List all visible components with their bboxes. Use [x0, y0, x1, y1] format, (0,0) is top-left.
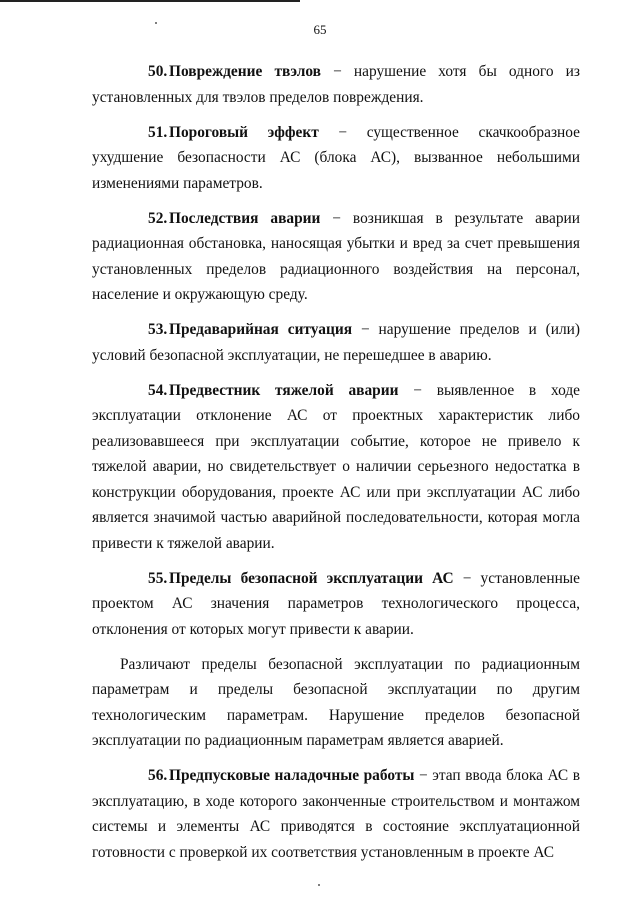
- definition-53: [92, 317, 580, 368]
- item-text: − нарушение пределов и (или) условий безопасной эксплуатации, не перешедшее в аварию.: [92, 321, 580, 364]
- item-number: 51.: [148, 123, 168, 141]
- document-body: [92, 59, 580, 875]
- definition-56: [92, 763, 580, 865]
- definition-50: [92, 59, 580, 110]
- item-term: Пороговый эффект: [169, 123, 319, 141]
- item-number: 56.: [148, 767, 168, 784]
- definition-54: [92, 378, 580, 557]
- item-term: Предпусковые наладочные работы: [169, 767, 415, 784]
- scan-speck: [318, 884, 320, 886]
- item-text: − выявленное в ходе эксплуатации отклонение АС от проектных характеристик либо реализовавшееся при эксплуатации событие, которое не привело к тяжелой аварии, но свидетельствует о наличии серьезного недостатка в конструкции оборудования, проекте АС или при эксплуатации АС либо является значимой частью аварийной последовательности, которая могла привести к тяжелой аварии.: [92, 381, 580, 552]
- definition-55: [92, 566, 580, 643]
- item-text: − нарушение хотя бы одного из установленных для твэлов пределов повреждения.: [92, 63, 580, 106]
- item-text: − возникшая в результате аварии радиационная обстановка, наносящая убытки и вред за счет превышения установленных пределов радиационного воздействия на персонал, население и окружающую среду.: [92, 209, 580, 303]
- item-number: 50.: [148, 63, 168, 80]
- definition-51: [92, 120, 580, 197]
- item-term: Предвестник тяжелой аварии: [169, 381, 399, 399]
- item-number: 55.: [148, 569, 168, 587]
- item-term: Повреждение твэлов: [169, 63, 321, 80]
- plain-paragraph: Различают пределы безопасной эксплуатации по радиационным параметрам и пределы безопасной эксплуатации по другим технологическим параметрам. Нарушение пределов безопасной эксплуатации по радиационным параметрам является аварией.: [92, 655, 580, 749]
- item-term: Пределы безопасной эксплуатации АС: [169, 569, 454, 587]
- item-term: Предаварийная ситуация: [169, 321, 353, 338]
- item-number: 53.: [148, 321, 168, 338]
- item-number: 52.: [148, 209, 168, 227]
- page-number: 65: [313, 22, 327, 37]
- definition-52: [92, 206, 580, 308]
- scan-speck: [155, 22, 157, 24]
- item-text: − этап ввода блока АС в эксплуатацию, в ходе которого законченные строительством и монтажом системы и элементы АС приводятся в состояние эксплуатационной готовности с проверкой их соответствия установленным в проекте АС: [92, 767, 580, 861]
- scan-edge-line: [0, 0, 300, 2]
- item-number: 54.: [148, 381, 168, 399]
- item-text: − существенное скачкообразное ухудшение безопасности АС (блока АС), вызванное небольшими изменениями параметров.: [92, 123, 580, 192]
- item-term: Последствия аварии: [169, 209, 321, 227]
- item-text: − установленные проектом АС значения параметров технологического процесса, отклонения от которых могут привести к аварии.: [92, 569, 580, 638]
